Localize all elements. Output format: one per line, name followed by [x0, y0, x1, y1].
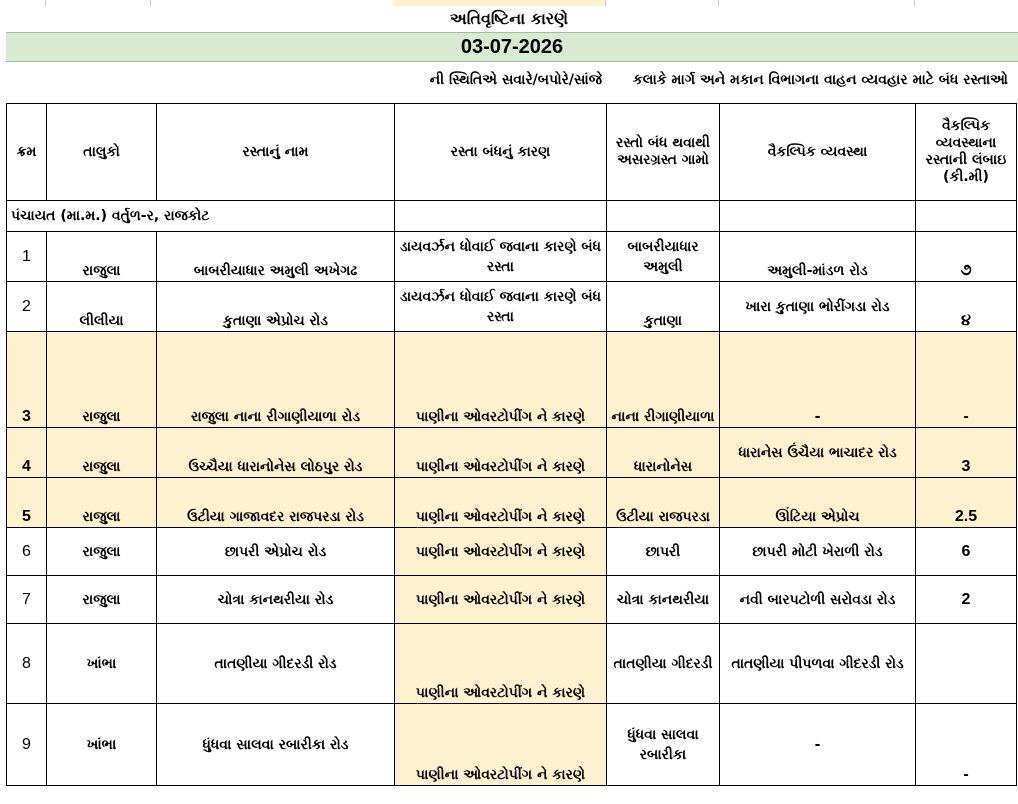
cell-sr: 7	[7, 576, 47, 624]
cell-reason: પાણીના ઓવરટોપીંગ ને કારણે	[395, 528, 607, 576]
cell-reason: ડાયવર્ઝન ધોવાઈ જવાના કારણે બંધ રસ્તા	[395, 282, 607, 332]
cell-taluka: રાજુલા	[47, 428, 157, 478]
cell-road-name: ઉચ્ચૈયા ધારાનોનેસ લોઠપુર રોડ	[157, 428, 395, 478]
cell-alternate: -	[720, 332, 916, 428]
cell-affected-villages: ઉટીયા રાજપરડા	[607, 478, 720, 528]
table-row	[7, 704, 1017, 786]
cell-reason: પાણીના ઓવરટોપીંગ ને કારણે	[395, 576, 607, 624]
cell-affected-villages: બાબરીયાધાર અમુલી	[607, 232, 720, 282]
cell-sr: 9	[7, 704, 47, 786]
header-reason: રસ્તા બંધનું કારણ	[395, 104, 607, 201]
table-row	[7, 478, 1017, 528]
report-subtitle	[0, 66, 1008, 94]
cell-road-name: તાતણીયા ગીદરડી રોડ	[157, 624, 395, 704]
cell-affected-villages: ધારાનોનેસ	[607, 428, 720, 478]
cell-reason: ડાયવર્ઝન ધોવાઈ જવાના કારણે બંધ રસ્તા	[395, 232, 607, 282]
cell-reason: પાણીના ઓવરટોપીંગ ને કારણે	[395, 478, 607, 528]
header-taluka: તાલુકો	[47, 104, 157, 201]
table-row	[7, 332, 1017, 428]
cell-road-name: ધુંધવા સાલવા રબારીકા રોડ	[157, 704, 395, 786]
report-date: 03-07-2026	[6, 32, 1018, 62]
cell-alternate: નવી બારપટોળી સરોવડા રોડ	[720, 576, 916, 624]
cell-alt-length: 3	[916, 428, 1017, 478]
cell-affected-villages: ચોત્રા કાનથરીયા	[607, 576, 720, 624]
cell-affected-villages: છાપરી	[607, 528, 720, 576]
header-road-name: રસ્તાનું નામ	[157, 104, 395, 201]
cell-affected-villages: ધુંધવા સાલવા રબારીકા	[607, 704, 720, 786]
cell-taluka: ખાંભા	[47, 704, 157, 786]
cell-alt-length: 6	[916, 528, 1017, 576]
cell-taluka: રાજુલા	[47, 528, 157, 576]
closed-roads-table	[6, 103, 1017, 786]
cell-taluka: રાજુલા	[47, 232, 157, 282]
cell-taluka: રાજુલા	[47, 576, 157, 624]
cell-alternate: અમુલી-માંડળ રોડ	[720, 232, 916, 282]
table-row	[7, 282, 1017, 332]
cell-alternate: -	[720, 704, 916, 786]
table-row	[7, 624, 1017, 704]
table-row	[7, 576, 1017, 624]
cell-sr: 3	[7, 332, 47, 428]
cell-sr: 8	[7, 624, 47, 704]
cell-taluka: ખાંભા	[47, 624, 157, 704]
cell-alternate: છાપરી મોટી ખેરાળી રોડ	[720, 528, 916, 576]
cell-road-name: ઉટીયા ગાજાવદર રાજપરડા રોડ	[157, 478, 395, 528]
cell-affected-villages: કુતાણા	[607, 282, 720, 332]
cell-sr: 5	[7, 478, 47, 528]
subtitle-part2: કલાકે માર્ગ અને મકાન વિભાગના વાહન વ્યવહાર માટે બંધ રસ્તાઓ	[632, 72, 1008, 88]
cell-alt-length	[916, 624, 1017, 704]
table-row	[7, 428, 1017, 478]
cell-reason: પાણીના ઓવરટોપીંગ ને કારણે	[395, 428, 607, 478]
cell-sr: 4	[7, 428, 47, 478]
section-row	[7, 201, 1017, 232]
cell-alt-length: 2.5	[916, 478, 1017, 528]
cell-affected-villages: તાતણીયા ગીદરડી	[607, 624, 720, 704]
cell-road-name: બાબરીયાધાર અમુલી અખેગઢ	[157, 232, 395, 282]
cell-alternate: ધારાનેસ ઉંચૈયા ભાચાદર રોડ	[720, 428, 916, 478]
cell-sr: 1	[7, 232, 47, 282]
document-title: અતિવૃષ્ટિના કારણે	[449, 9, 569, 28]
cell-taluka: લીલીયા	[47, 282, 157, 332]
cell-sr: 6	[7, 528, 47, 576]
cell-alternate: ખારા કુતાણા ભોરીંગડા રોડ	[720, 282, 916, 332]
header-alternate: વૈકલ્પિક વ્યવસ્થા	[720, 104, 916, 201]
cell-alt-length: -	[916, 332, 1017, 428]
cell-taluka: રાજુલા	[47, 332, 157, 428]
cell-alt-length: 2	[916, 576, 1017, 624]
section-title: પંચાયત (મા.મ.) વર્તુળ-ર, રાજકોટ	[7, 201, 395, 232]
cell-sr: 2	[7, 282, 47, 332]
cell-road-name: છાપરી એપ્રોચ રોડ	[157, 528, 395, 576]
cell-alt-length: ૭	[916, 232, 1017, 282]
table-row	[7, 232, 1017, 282]
cell-road-name: રાજુલા નાના રીગાણીયાળા રોડ	[157, 332, 395, 428]
cell-road-name: ચોત્રા કાનથરીયા રોડ	[157, 576, 395, 624]
cell-reason: પાણીના ઓવરટોપીંગ ને કારણે	[395, 704, 607, 786]
cell-taluka: રાજુલા	[47, 478, 157, 528]
cell-alt-length: -	[916, 704, 1017, 786]
cell-alt-length: ૪	[916, 282, 1017, 332]
header-alt-length: વૈકલ્પિક વ્યવસ્થાના રસ્તાની લંબાઇ (કી.મી)	[916, 104, 1017, 201]
table-row	[7, 528, 1017, 576]
subtitle-part1: ની સ્થિતિએ સવારે/બપોરે/સાંજે	[429, 72, 602, 88]
header-affected-villages: રસ્તો બંધ થવાથી અસરગ્રસ્ત ગામો	[607, 104, 720, 201]
header-sr: ક્રમ	[7, 104, 47, 201]
cell-reason: પાણીના ઓવરટોપીંગ ને કારણે	[395, 332, 607, 428]
cell-road-name: કુતાણા એપ્રોચ રોડ	[157, 282, 395, 332]
cell-affected-villages: નાના રીગાણીયાળા	[607, 332, 720, 428]
cell-reason: પાણીના ઓવરટોપીંગ ને કારણે	[395, 624, 607, 704]
cell-alternate: તાતણીયા પીપળવા ગીદરડી રોડ	[720, 624, 916, 704]
table-header-row	[7, 104, 1017, 201]
cell-alternate: ઊંટિયા એપ્રોચ	[720, 478, 916, 528]
